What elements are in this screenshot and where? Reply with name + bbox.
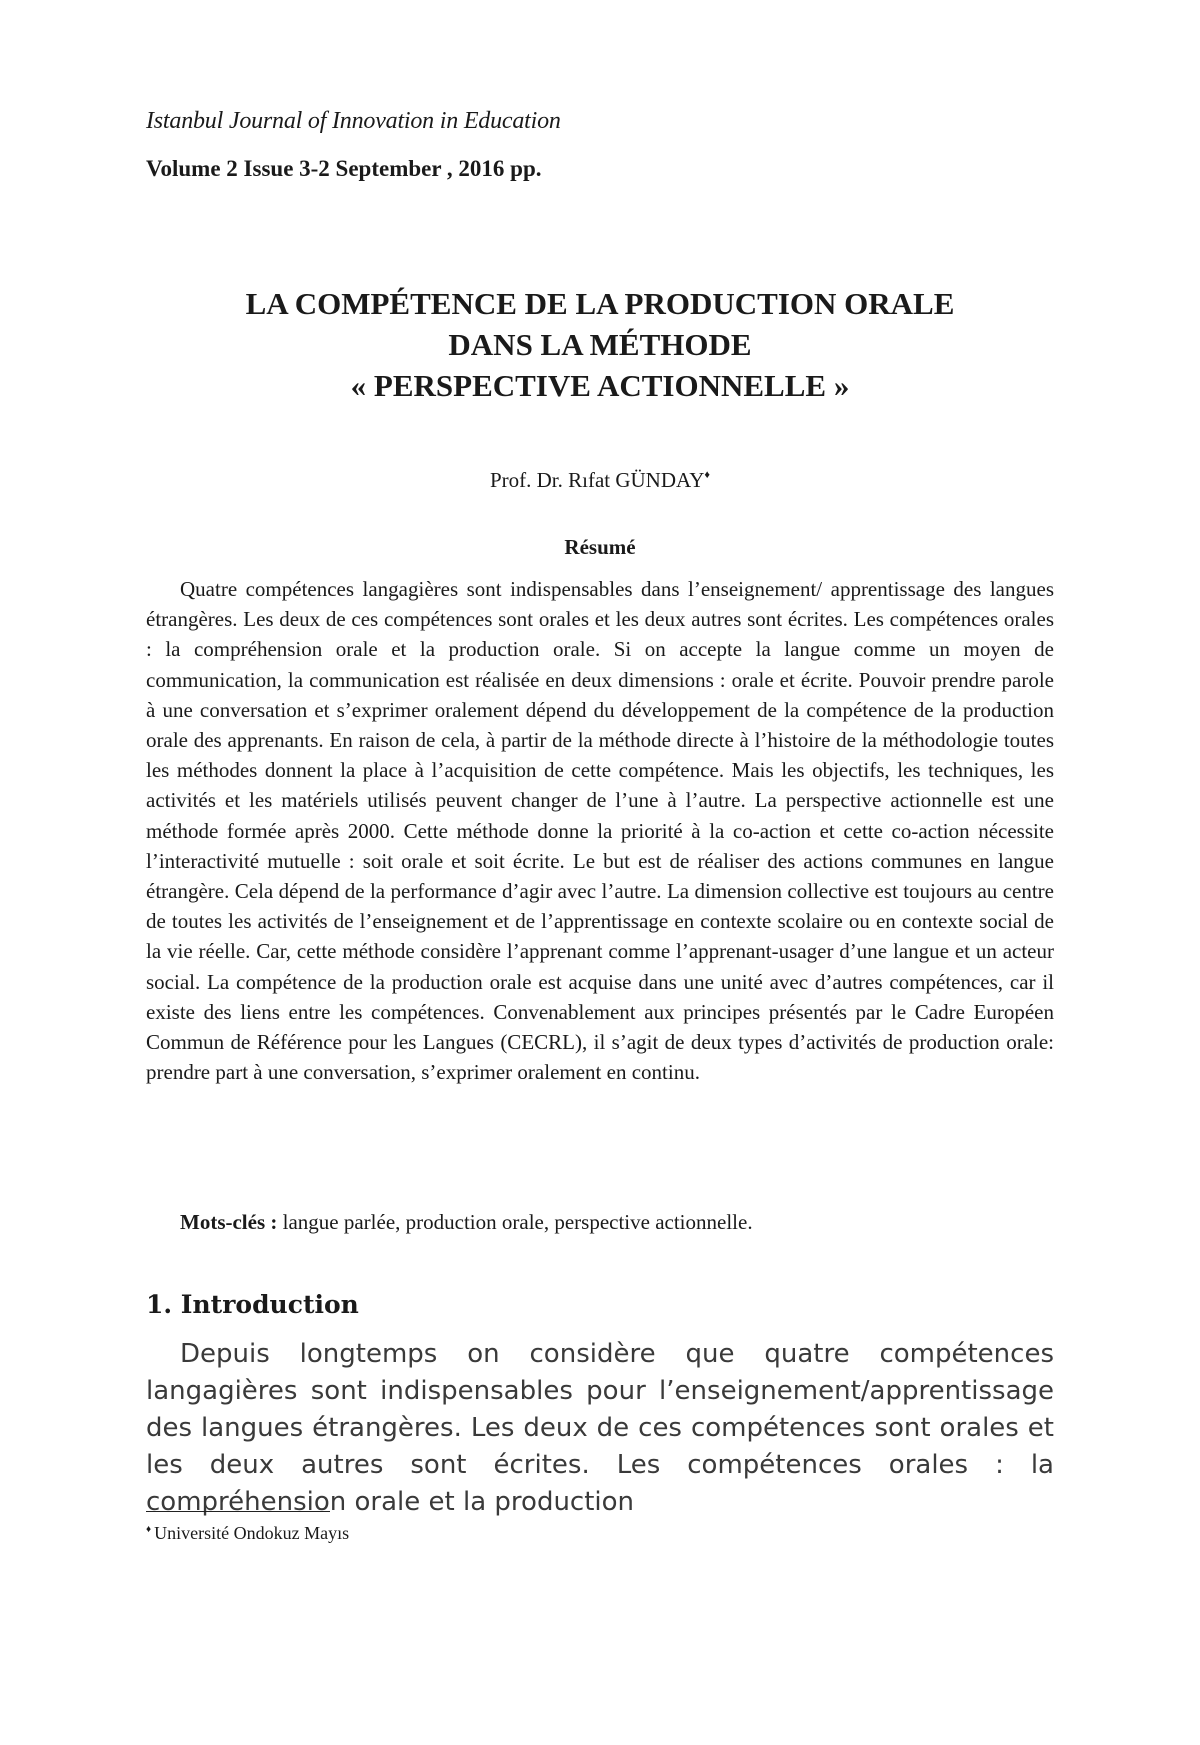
author-name: Prof. Dr. Rıfat GÜNDAY [489, 468, 705, 492]
keywords-list: langue parlée, production orale, perspective actionnelle. [277, 1210, 753, 1234]
abstract-text: Quatre compétences langagières sont indispensables dans l’enseignement/ apprentissage des langues étrangères. Les deux de ces compétences sont orales et les deux autres sont écrites. Les compétences orales : la compréhension orale et la production orale. Si on accepte la langue comme un moyen de communication, la communication est réalisée en deux dimensions : orale et écrite. Pouvoir prendre parole à une conversation et s’exprimer oralement dépend du développement de la compétence de la production orale des apprenants. En raison de cela, à partir de la méthode directe à l’histoire de la méthodologie toutes les méthodes donnent la place à l’acquisition de cette compétence. Mais les objectifs, les techniques, les activités et les matériels utilisés peuvent changer de l’une à l’autre. La perspective actionnelle est une méthode formée après 2000. Cette méthode donne la priorité à la co-action et cette co-action nécessite l’interactivité mutuelle : soit orale et soit écrite. Le but est de réaliser des actions communes en langue étrangère. Cela dépend de la performance d’agir avec l’autre. La dimension collective est toujours au centre de toutes les activités de l’enseignement et de l’apprentissage en contexte scolaire ou en contexte social de la vie réelle. Car, cette méthode considère l’apprenant comme l’apprenant-usager d’une langue et un acteur social. La compétence de la production orale est acquise dans une unité avec d’autres compétences, car il existe des liens entre les compétences. Convenablement aux principes présentés par le Cadre Européen Commun de Référence pour les Langues (CECRL), il s’agit de deux types d’activités de production orale: prendre part à une conversation, s’exprimer oralement en continu. [146, 577, 1054, 1085]
title-line-2: DANS LA MÉTHODE [448, 327, 752, 362]
title-line-1: LA COMPÉTENCE DE LA PRODUCTION ORALE [245, 286, 955, 321]
footnote-divider [146, 1511, 330, 1512]
author-footnote-mark: ♦ [704, 469, 711, 481]
author-line [120, 468, 1080, 493]
section-heading-introduction: 1. Introduction [146, 1290, 359, 1319]
paper-title [120, 283, 1080, 406]
footnote [146, 1523, 349, 1544]
title-line-3: « PERSPECTIVE ACTIONNELLE » [350, 368, 850, 403]
footnote-text: Université Ondokuz Mayıs [154, 1523, 350, 1543]
introduction-text: Depuis longtemps on considère que quatre compétences langagières sont indispensables pour l’enseignement/apprentissage des langues étrangères. Les deux de ces compétences sont orales et les deux autres sont écrites. Les compétences orales : la compréhension orale et la production [146, 1339, 1054, 1517]
keywords-label: Mots-clés : [180, 1210, 278, 1234]
journal-volume-line: Volume 2 Issue 3-2 September , 2016 pp. [146, 156, 542, 181]
journal-name: Istanbul Journal of Innovation in Education [146, 108, 561, 134]
abstract-heading: Résumé [564, 535, 636, 559]
footnote-mark: ♦ [146, 1524, 152, 1535]
keywords-line [146, 1210, 1054, 1235]
